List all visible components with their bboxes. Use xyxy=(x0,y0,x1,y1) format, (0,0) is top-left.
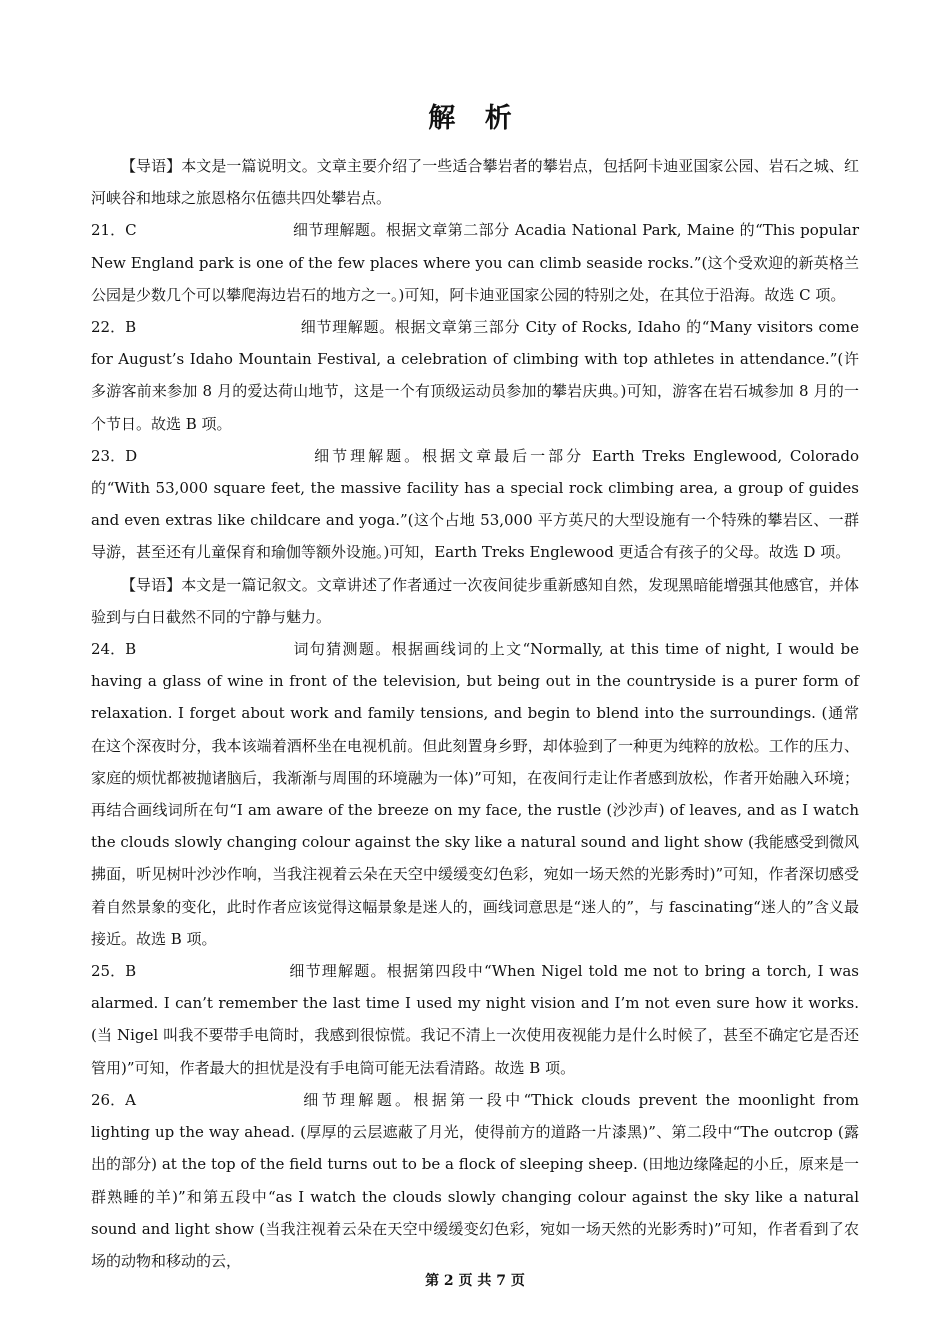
answer-explanation: 细节理解题。根据第一段中“Thick clouds prevent the moonlight from lighting up the way ahead. (厚厚的云层遮蔽了月光，使得前方的道路一片漆黑)”、第二段中“The outcrop (露出的部分) at the top of the field turns out to be a flock of sleeping sheep. (田地边缘隆起的小丘，原来是一群熟睡的羊)”和第五段中“as I watch the clouds slowly changing colour against the sky like a natural sound and light show (当我注视着云朵在天空中缓缓变幻色彩，宛如一场天然的光影秀时)”可知，作者看到了农场的动物和移动的云， xyxy=(91,1090,859,1270)
page-footer: 第 2 页 共 7 页 xyxy=(425,1273,525,1289)
answer-22 xyxy=(91,311,859,440)
answer-number: 23．D xyxy=(91,446,138,465)
answer-23 xyxy=(91,440,859,569)
answer-number: 22．B xyxy=(91,318,137,337)
answer-explanation: 细节理解题。根据文章最后一部分 Earth Treks Englewood, Colorado 的“With 53,000 square feet, the massive facility has a special rock climbing area, a group of guides and even extras like childcare and yoga.”(这个占地 53,000 平方英尺的大型设施有一个特殊的攀岩区、一群导游，甚至还有儿童保育和瑜伽等额外设施。)可知，Earth Treks Englewood 更适合有孩子的父母。故选 D 项。 xyxy=(91,446,859,562)
answer-number: 24．B xyxy=(91,640,137,659)
answer-21 xyxy=(91,214,859,311)
answer-explanations xyxy=(91,150,859,1277)
page-title: 解 析 xyxy=(428,103,522,134)
answer-number: 26．A xyxy=(91,1090,136,1109)
answer-number: 25．B xyxy=(91,962,137,981)
answer-explanation: 细节理解题。根据文章第二部分 Acadia National Park, Maine 的“This popular New England park is one of the few places where you can climb seaside rocks.”(这个受欢迎的新英格兰公园是少数几个可以攀爬海边岩石的地方之一。)可知，阿卡迪亚国家公园的特别之处，在其位于沿海。故选 C 项。 xyxy=(91,221,859,304)
answer-explanation: 细节理解题。根据文章第三部分 City of Rocks, Idaho 的“Many visitors come for August’s Idaho Mountain Festival, a celebration of climbing with top athletes in attendance.”(许多游客前来参加 8 月的爱达荷山地节，这是一个有顶级运动员参加的攀岩庆典。)可知，游客在岩石城参加 8 月的一个节日。故选 B 项。 xyxy=(91,318,859,433)
answer-explanation: 细节理解题。根据第四段中“When Nigel told me not to bring a torch, I was alarmed. I can’t remember the last time I used my night vision and I’m not even sure how it works. (当 Nigel 叫我不要带手电筒时，我感到很惊慌。我记不清上一次使用夜视能力是什么时候了，甚至不确定它是否还管用)”可知，作者最大的担忧是没有手电筒可能无法看清路。故选 B 项。 xyxy=(91,962,859,1077)
answer-number: 21．C xyxy=(91,221,137,240)
answer-24 xyxy=(91,633,859,955)
answer-25 xyxy=(91,955,859,1084)
answer-explanation: 词句猜测题。根据画线词的上文“Normally, at this time of night, I would be having a glass of wine in front of the television, but being out in the countryside is a purer form of relaxation. I forget about work and family tensions, and begin to blend into the surroundings. (通常在这个深夜时分，我本该端着酒杯坐在电视机前。但此刻置身乡野，却体验到了一种更为纯粹的放松。工作的压力、家庭的烦忧都被抛诸脑后，我渐渐与周围的环境融为一体)”可知，在夜间行走让作者感到放松，作者开始融入环境；再结合画线词所在句“I am aware of the breeze on my face, the rustle (沙沙声) of leaves, and as I watch the clouds slowly changing colour against the sky like a natural sound and light show (我能感受到微风拂面，听见树叶沙沙作响，当我注视着云朵在天空中缓缓变幻色彩，宛如一场天然的光影秀时)”可知，作者深切感受着自然景象的变化，此时作者应该觉得这幅景象是迷人的，画线词意思是“迷人的”，与 fascinating“迷人的”含义最接近。故选 B 项。 xyxy=(91,640,859,948)
answer-26 xyxy=(91,1084,859,1277)
passage-intro-2: 【导语】本文是一篇记叙文。文章讲述了作者通过一次夜间徒步重新感知自然，发现黑暗能增强其他感官，并体验到与白日截然不同的宁静与魅力。 xyxy=(91,575,859,626)
passage-intro-1: 【导语】本文是一篇说明文。文章主要介绍了一些适合攀岩者的攀岩点，包括阿卡迪亚国家公园、岩石之城、红河峡谷和地球之旅恩格尔伍德共四处攀岩点。 xyxy=(91,157,859,208)
